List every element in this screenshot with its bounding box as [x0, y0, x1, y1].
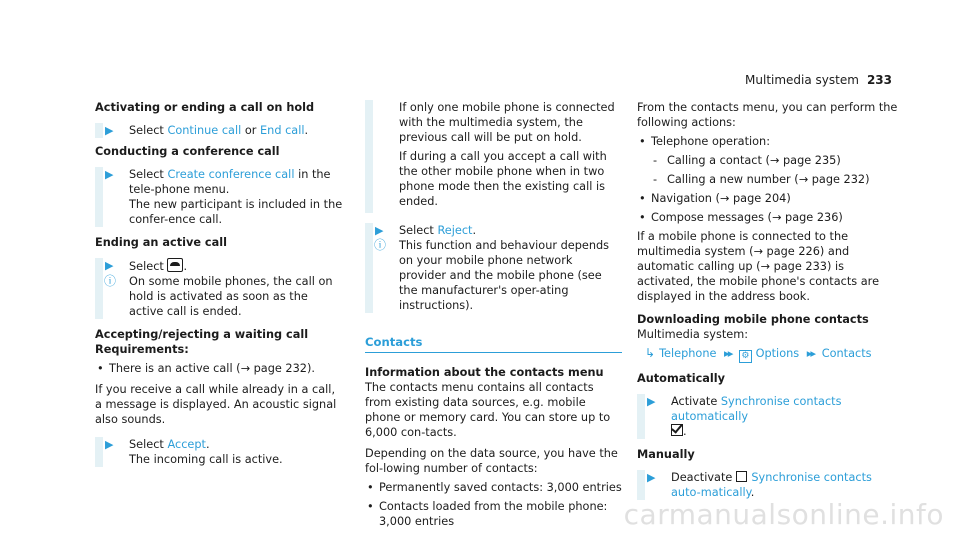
heading-requirements: Requirements:	[95, 343, 189, 356]
section-contacts-heading: Contacts	[365, 335, 622, 353]
heading-automatically: Automatically	[637, 372, 726, 385]
page-number: 233	[866, 73, 892, 87]
header-title: Multimedia system	[745, 73, 859, 87]
step-reject: ▶ Select Reject. ⓘ This function and behaviour depends on your mobile phone network provider and the mobile phone (see the manufacturer's oper-ating instructions).	[365, 223, 622, 313]
contacts-bullet-saved: • Permanently saved contacts: 3,000 entries	[365, 480, 622, 495]
path-contacts[interactable]: Contacts	[821, 347, 872, 360]
reject-option[interactable]: Reject	[437, 224, 473, 237]
heading-contacts-info: Information about the contacts menu	[365, 366, 604, 379]
step-arrow-icon: ▶	[105, 259, 114, 272]
column-left	[95, 100, 345, 467]
heading-conference: Conducting a conference call	[95, 145, 280, 158]
bullet-navigation: • Navigation (→ page 204)	[637, 191, 899, 206]
dash-calling-contact: - Calling a contact (→ page 235)	[637, 153, 899, 168]
step-arrow-icon: ▶	[105, 168, 114, 181]
receive-paragraph: If you receive a call while already in a call, a message is displayed. An acoustic signal also sounds.	[95, 383, 337, 426]
hold-notes-block	[365, 100, 622, 213]
step-accept: ▶ Select Accept. The incoming call is active.	[95, 437, 345, 467]
empty-checkbox-icon	[736, 471, 747, 482]
requirement-item: • There is an active call (→ page 232).	[95, 361, 345, 376]
heading-end-active: Ending an active call	[95, 236, 227, 249]
reject-info: This function and behaviour depends on your mobile phone network provider and the mobile phone (see the manufacturer's oper-ating instructions).	[399, 239, 610, 312]
step-end-active: ▶ Select . ⓘ On some mobile phones, the call on hold is activated as soon as the active call is ended.	[95, 258, 345, 319]
step-activate-sync: ▶ Activate Synchronise contacts automatically .	[637, 394, 899, 439]
end-call-phone-icon	[167, 258, 183, 272]
step-arrow-icon: ▶	[375, 224, 384, 237]
step-conference: ▶ Select Create conference call in the tele-phone menu. The new participant is included in the confer-ence call.	[95, 167, 345, 227]
heading-download-contacts: Downloading mobile phone contacts	[637, 313, 869, 326]
contacts-info-paragraph: The contacts menu contains all contacts from existing data sources, e.g. mobile phone or memory card. You can store up to 6,000 con-tacts.	[365, 381, 611, 439]
accept-option[interactable]: Accept	[167, 438, 206, 451]
info-icon: ⓘ	[374, 238, 387, 252]
conference-note: The new participant is included in the confer-ence call.	[129, 198, 343, 226]
page-header	[745, 73, 892, 87]
bullet-messages: • Compose messages (→ page 236)	[637, 210, 899, 225]
heading-manually: Manually	[637, 448, 695, 461]
step-arrow-icon: ▶	[105, 438, 114, 451]
step-arrow-icon: ▶	[105, 124, 114, 137]
path-options[interactable]: Options	[755, 347, 800, 360]
contacts-bullet-loaded: • Contacts loaded from the mobile phone: 3,000 entries	[365, 499, 622, 529]
step-continue-end: ▶ Select Continue call or End call.	[95, 123, 345, 138]
actions-intro: From the contacts menu, you can perform the following actions:	[637, 101, 898, 129]
step-arrow-icon: ▶	[647, 395, 656, 408]
two-phone-note: If during a call you accept a call with the other mobile phone when in two phone mode then the existing call is ended.	[399, 150, 607, 208]
end-active-info: On some mobile phones, the call on hold is activated as soon as the active call is ended.	[129, 275, 333, 318]
continue-call-option[interactable]: Continue call	[167, 124, 242, 137]
sync-auto-option[interactable]: Synchronise contacts automatically	[671, 395, 842, 423]
sync-manual-option[interactable]: Synchronise contacts auto-matically	[671, 471, 872, 499]
bullet-telephone: • Telephone operation:	[637, 134, 899, 149]
dash-calling-number: - Calling a new number (→ page 232)	[637, 172, 899, 187]
path-telephone[interactable]: Telephone	[659, 347, 717, 360]
path-separator-icon: ▸▸	[724, 347, 732, 360]
step-arrow-icon: ▶	[647, 471, 656, 484]
watermark: carmanualsonline.info	[623, 498, 944, 531]
step-deactivate-sync: ▶ Deactivate Synchronise contacts auto-matically.	[637, 470, 899, 500]
create-conference-option[interactable]: Create conference call	[167, 168, 295, 181]
checked-box-icon	[671, 424, 683, 436]
accept-note: The incoming call is active.	[129, 453, 283, 466]
path-start-icon: ↳	[645, 346, 656, 360]
path-separator-icon: ▸▸	[806, 347, 815, 360]
column-middle	[365, 100, 622, 529]
depending-paragraph: Depending on the data source, you have the fol-lowing number of contacts:	[365, 447, 618, 475]
end-call-option[interactable]: End call	[260, 124, 305, 137]
heading-activate-end-hold: Activating or ending a call on hold	[95, 101, 315, 114]
one-phone-note: If only one mobile phone is connected with the multimedia system, the previous call will be put on hold.	[399, 101, 615, 144]
mobile-connected-paragraph: If a mobile phone is connected to the multimedia system (→ page 226) and automatic calling up (→ page 233) is activated, the mobile phone's contacts are displayed in the address book.	[637, 230, 880, 303]
menu-path	[637, 346, 899, 363]
multimedia-system-label: Multimedia system:	[637, 328, 749, 341]
column-right	[637, 100, 899, 500]
info-icon: ⓘ	[104, 274, 117, 288]
options-gear-icon: ⚙	[739, 350, 752, 363]
heading-accept-reject: Accepting/rejecting a waiting call	[95, 328, 309, 341]
